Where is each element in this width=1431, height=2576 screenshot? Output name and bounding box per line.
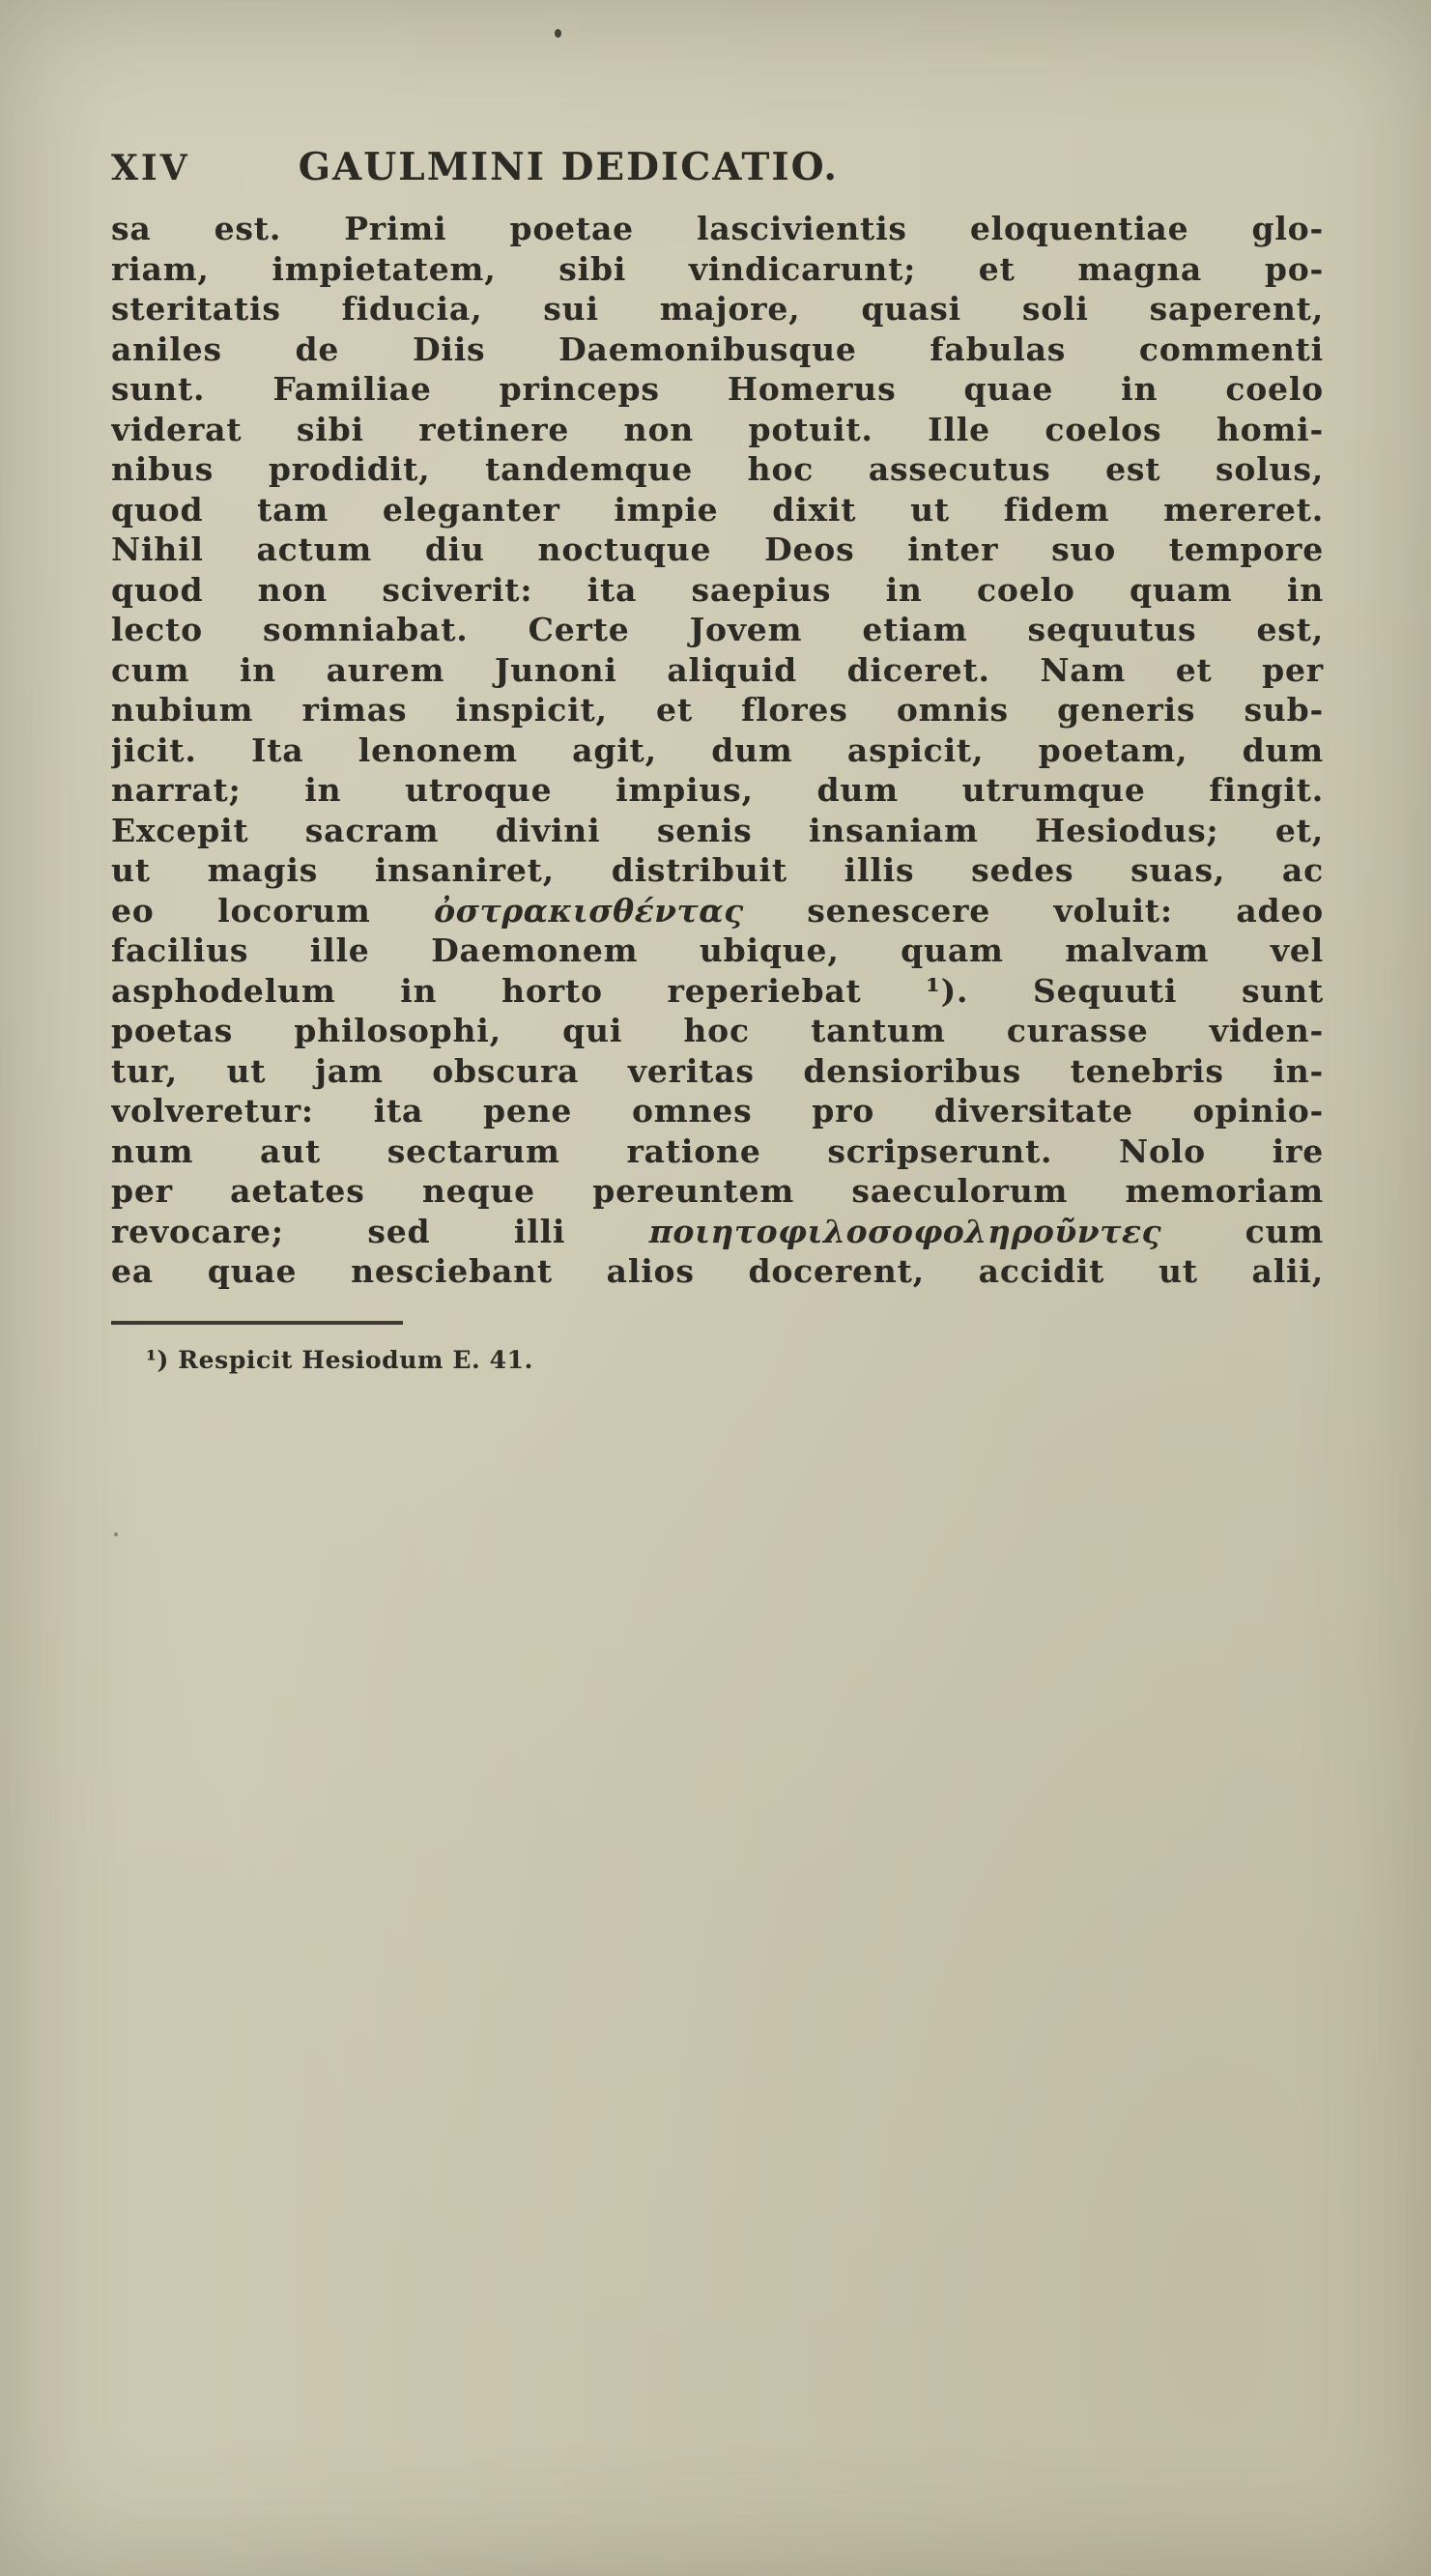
text-line: steritatis fiducia, sui majore, quasi soli saperent, (111, 290, 1324, 328)
text-line: ea quae nesciebant alios docerent, accidit ut alii, (111, 1252, 1324, 1290)
text-line: viderat sibi retinere non potuit. Ille coelos homi- (111, 410, 1324, 448)
text-line: Excepit sacram divini senis insaniam Hesiodus; et, (111, 811, 1324, 849)
page-number: XIV (111, 148, 190, 188)
text-line: narrat; in utroque impius, dum utrumque fingit. (111, 771, 1324, 809)
text-line: sa est. Primi poetae lascivientis eloquentiae glo- (111, 210, 1324, 247)
text-line: poetas philosophi, qui hoc tantum curasse viden- (111, 1012, 1324, 1049)
text-line: eo locorum ὀστρακισθέντας senescere voluit: adeo (111, 891, 1324, 930)
text-line: quod tam eleganter impie dixit ut fidem mereret. (111, 490, 1324, 529)
text-line: cum in aurem Junoni aliquid diceret. Nam et per (111, 650, 1324, 689)
text-line: per aetates neque pereuntem saeculorum memoriam (111, 1172, 1324, 1210)
paper-speck (114, 1532, 118, 1536)
body-text (111, 209, 1324, 1292)
text-line: riam, impietatem, sibi vindicarunt; et magna po- (111, 249, 1324, 288)
text-line: revocare; sed illi ποιητοφιλοσοφοληροῦντες cum (111, 1212, 1324, 1250)
text-line: volveretur: ita pene omnes pro diversitate opinio- (111, 1092, 1324, 1130)
footnote-rule (111, 1321, 403, 1325)
text-line: Nihil actum diu noctuque Deos inter suo tempore (111, 530, 1324, 568)
text-block (111, 145, 1324, 1374)
greek-word: ποιητοφιλοσοφοληροῦντες (648, 1212, 1162, 1250)
text-line: asphodelum in horto reperiebat ¹). Sequuti sunt (111, 971, 1324, 1010)
text-line: nubium rimas inspicit, et flores omnis generis sub- (111, 691, 1324, 729)
text-line: jicit. Ita lenonem agit, dum aspicit, poetam, dum (111, 730, 1324, 769)
text-line: facilius ille Daemonem ubique, quam malvam vel (111, 931, 1324, 969)
text-line: nibus prodidit, tandemque hoc assecutus est solus, (111, 450, 1324, 488)
text-line: quod non sciverit: ita saepius in coelo quam in (111, 570, 1324, 609)
footnote: ¹) Respicit Hesiodum E. 41. (146, 1345, 533, 1374)
text-line: lecto somniabat. Certe Jovem etiam sequutus est, (111, 611, 1324, 648)
page-header (111, 145, 1324, 189)
text-line: tur, ut jam obscura veritas densioribus tenebris in- (111, 1051, 1324, 1090)
paper-speck (555, 29, 561, 38)
running-title: GAULMINI DEDICATIO. (298, 145, 839, 189)
greek-word: ὀστρακισθέντας (434, 891, 744, 930)
text-line: num aut sectarum ratione scripserunt. Nolo ire (111, 1131, 1324, 1170)
text-line: sunt. Familiae princeps Homerus quae in coelo (111, 370, 1324, 408)
text-line: ut magis insaniret, distribuit illis sedes suas, ac (111, 851, 1324, 889)
text-line: aniles de Diis Daemonibusque fabulas commenti (111, 329, 1324, 368)
